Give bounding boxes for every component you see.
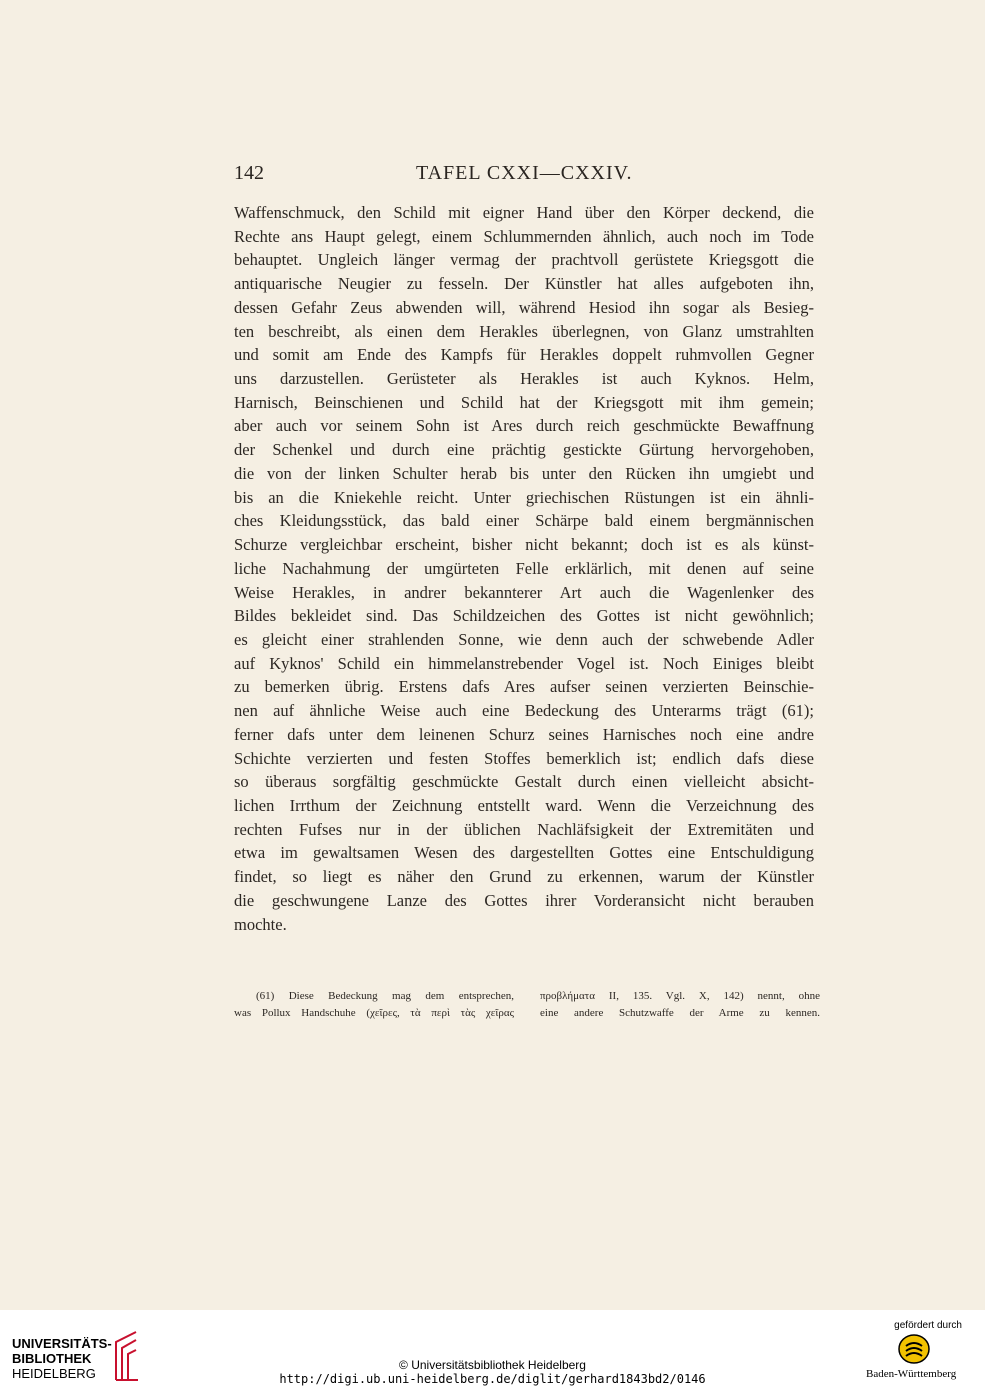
sponsor-logo[interactable]	[860, 1320, 978, 1386]
text-line: bis an die Kniekehle reicht. Unter griechischen Rüstungen ist ein ähnli-	[234, 487, 814, 507]
text-line: die von der linken Schulter herab bis unter den Rücken ihn umgiebt und	[234, 463, 814, 483]
text-line: lichen Irrthum der Zeichnung entstellt ward. Wenn die Verzeichnung des	[234, 795, 814, 815]
text-line: etwa im gewaltsamen Wesen des dargestellten Gottes eine Entschuldigung	[234, 843, 814, 863]
library-name-line: HEIDELBERG	[12, 1366, 96, 1381]
text-line: zu bemerken übrig. Erstens dafs Ares aufser seinen verzierten Beinschie-	[234, 677, 814, 697]
library-name-line: BIBLIOTHEK	[12, 1351, 92, 1366]
state-coat-of-arms-icon	[898, 1334, 930, 1364]
text-line: uns darzustellen. Gerüsteter als Herakles ist auch Kyknos. Helm,	[234, 369, 814, 389]
footnote-line: was Pollux Handschuhe (χεῖρες, τὰ περὶ τὰς χεῖρας	[234, 1007, 514, 1019]
text-line: aber auch vor seinem Sohn ist Ares durch reich geschmückte Bewaffnung	[234, 416, 814, 436]
text-line: mochte.	[234, 914, 287, 934]
copyright-notice: © Universitätsbibliothek Heidelberg	[399, 1358, 586, 1372]
text-line: der Schenkel und durch eine prächtig gestickte Gürtung hervorgehoben,	[234, 440, 814, 460]
text-line: und somit am Ende des Kampfs für Herakles doppelt ruhmvollen Gegner	[234, 345, 814, 365]
viewer-footer	[0, 1310, 985, 1388]
text-line: Weise Herakles, in andrer bekannterer Art auch die Wagenlenker des	[234, 582, 814, 602]
plate-title: TAFEL CXXI—CXXIV.	[416, 162, 633, 184]
text-line: dessen Gefahr Zeus abwenden will, während Hesiod ihn sogar als Besieg-	[234, 297, 814, 317]
text-line: Waffenschmuck, den Schild mit eigner Hand über den Körper deckend, die	[234, 203, 814, 222]
footnote-right-column	[540, 988, 820, 1022]
text-line: Schurze vergleichbar erscheint, bisher nicht bekannt; doch ist es als künst-	[234, 535, 814, 555]
text-line: Harnisch, Beinschienen und Schild hat der Kriegsgott mit ihm gemein;	[234, 392, 814, 412]
footnote-61	[234, 988, 820, 1022]
sponsor-label: gefördert durch	[894, 1320, 962, 1331]
text-line: nen auf ähnliche Weise auch eine Bedeckung des Unterarms trägt (61);	[234, 701, 814, 721]
sponsor-name: Baden-Württemberg	[866, 1368, 957, 1380]
text-line: Schichte verzierten und festen Stoffes bemerklich ist; endlich dafs diese	[234, 748, 814, 768]
footnote-line: (61) Diese Bedeckung mag dem entsprechen,	[256, 990, 514, 1002]
text-line: Rechte ans Haupt gelegt, einem Schlummernden ähnlich, auch noch im Tode	[234, 226, 814, 246]
footnote-left-column	[234, 988, 514, 1022]
footnote-line: eine andere Schutzwaffe der Arme zu kennen.	[540, 1007, 820, 1019]
text-line: antiquarische Neugier zu fesseln. Der Künstler hat alles aufgeboten ihn,	[234, 274, 814, 294]
text-line: auf Kyknos' Schild ein himmelanstrebender Vogel ist. Noch Einiges bleibt	[234, 653, 814, 673]
footnote-line: προβλήματα II, 135. Vgl. X, 142) nennt, ohne	[540, 990, 820, 1002]
text-line: ferner dafs unter dem leinenen Schurz seines Harnisches noch eine andre	[234, 724, 814, 744]
library-name-line: UNIVERSITÄTS-	[12, 1336, 112, 1351]
text-line: rechten Fufses nur in der üblichen Nachläfsigkeit der Extremitäten und	[234, 819, 814, 839]
text-line: so überaus sorgfältig geschmückte Gestalt durch einen vielleicht absicht-	[234, 772, 814, 792]
text-line: Bildes bekleidet sind. Das Schildzeichen des Gottes ist nicht gewöhnlich;	[234, 606, 814, 626]
text-line: findet, so liegt es näher den Grund zu erkennen, warum der Künstler	[234, 867, 814, 887]
text-line: ten beschreibt, als einen dem Herakles überlegnen, von Glanz umstrahlten	[234, 321, 814, 341]
running-header	[234, 162, 634, 188]
main-text	[234, 201, 814, 936]
text-line: die geschwungene Lanze des Gottes ihrer Vorderansicht nicht berauben	[234, 890, 814, 910]
text-line: es gleicht einer strahlenden Sonne, wie denn auch der schwebende Adler	[234, 629, 814, 649]
text-line: ches Kleidungsstück, das bald einer Schärpe bald einem bergmännischen	[234, 511, 814, 531]
page-number: 142	[234, 162, 264, 184]
permalink[interactable]: http://digi.ub.uni-heidelberg.de/diglit/gerhard1843bd2/0146	[279, 1372, 706, 1386]
text-line: behauptet. Ungleich länger vermag der prachtvoll gerüstete Kriegsgott die	[234, 250, 814, 270]
text-line: liche Nachahmung der umgürteten Felle erklärlich, mit denen auf seine	[234, 558, 814, 578]
